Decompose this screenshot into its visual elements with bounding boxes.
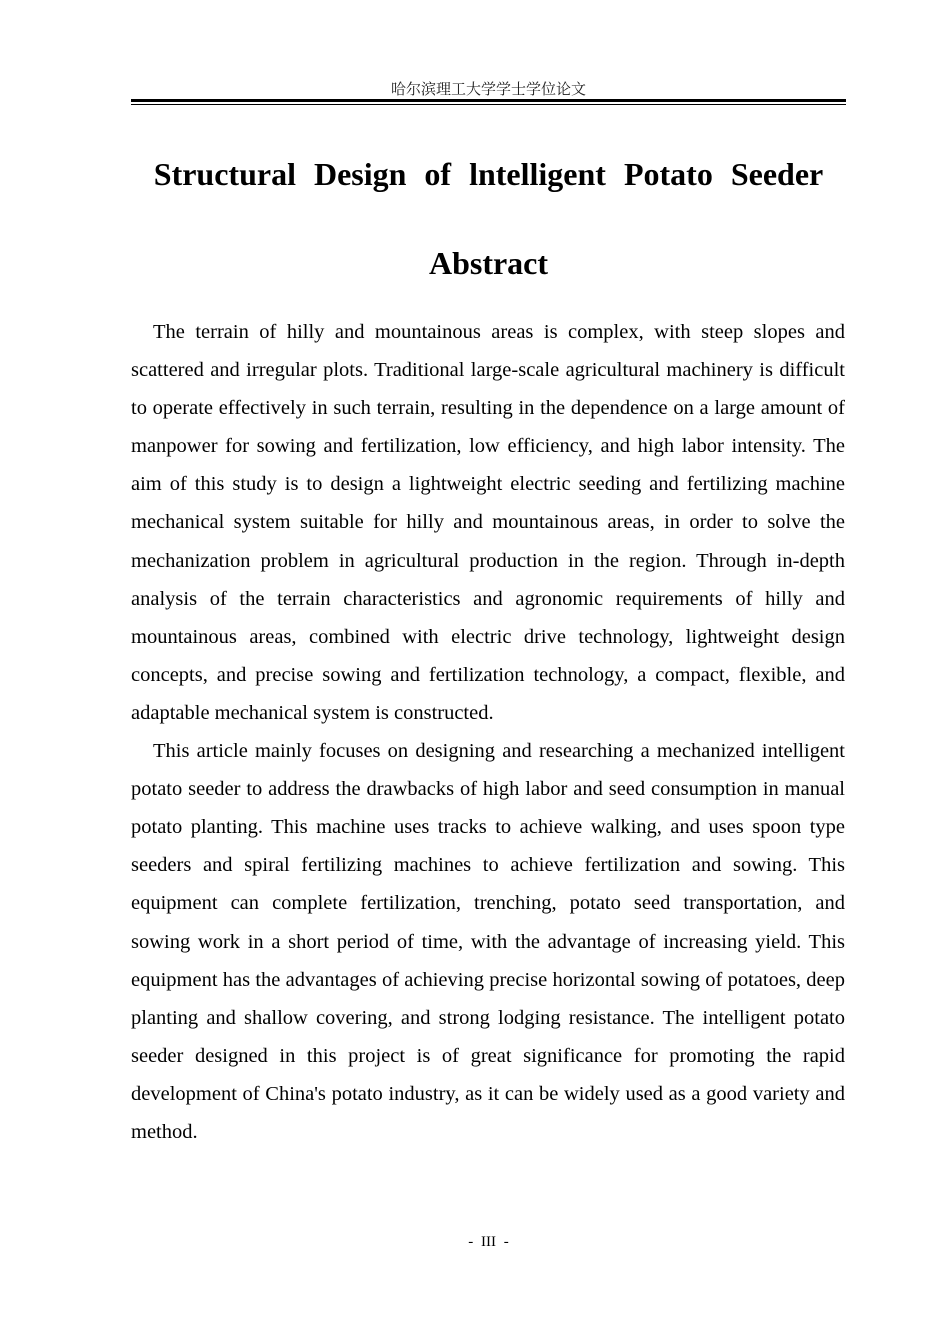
abstract-heading: Abstract bbox=[428, 245, 549, 281]
header-rule-thick bbox=[131, 99, 846, 102]
header-rule-thin bbox=[131, 104, 846, 105]
abstract-body bbox=[131, 313, 845, 1151]
running-header: 哈尔滨理工大学学士学位论文 bbox=[390, 80, 586, 98]
page-number: - III - bbox=[468, 1234, 509, 1250]
paper-title: Structural Design of lntelligent Potato Seeder bbox=[153, 156, 824, 192]
abstract-paragraph-2: This article mainly focuses on designing and researching a mechanized intelligent potato seeder to address the drawbacks of high labor and seed consumption in manual potato planting. This machine uses tracks to achieve walking, and uses spoon type seeders and spiral fertilizing machines to achieve fertilization and sowing. This equipment can complete fertilization, trenching, potato seed transportation, and sowing work in a short period of time, with the advantage of increasing yield. This equipment has the advantages of achieving precise horizontal sowing of potatoes, deep planting and shallow covering, and strong lodging resistance. The intelligent potato seeder designed in this project is of great significance for promoting the rapid development of China's potato industry, as it can be widely used as a good variety and method. bbox=[131, 740, 845, 1143]
abstract-paragraph-1: The terrain of hilly and mountainous areas is complex, with steep slopes and scattered and irregular plots. Traditional large-scale agricultural machinery is difficult to operate effectively in such terrain, resulting in the dependence on a large amount of manpower for sowing and fertilization, low efficiency, and high labor intensity. The aim of this study is to design a lightweight electric seeding and fertilizing machine mechanical system suitable for hilly and mountainous areas, in order to solve the mechanization problem in agricultural production in the region. Through in-depth analysis of the terrain characteristics and agronomic requirements of hilly and mountainous areas, combined with electric drive technology, lightweight design concepts, and precise sowing and fertilization technology, a compact, flexible, and adaptable mechanical system is constructed. bbox=[131, 321, 845, 724]
